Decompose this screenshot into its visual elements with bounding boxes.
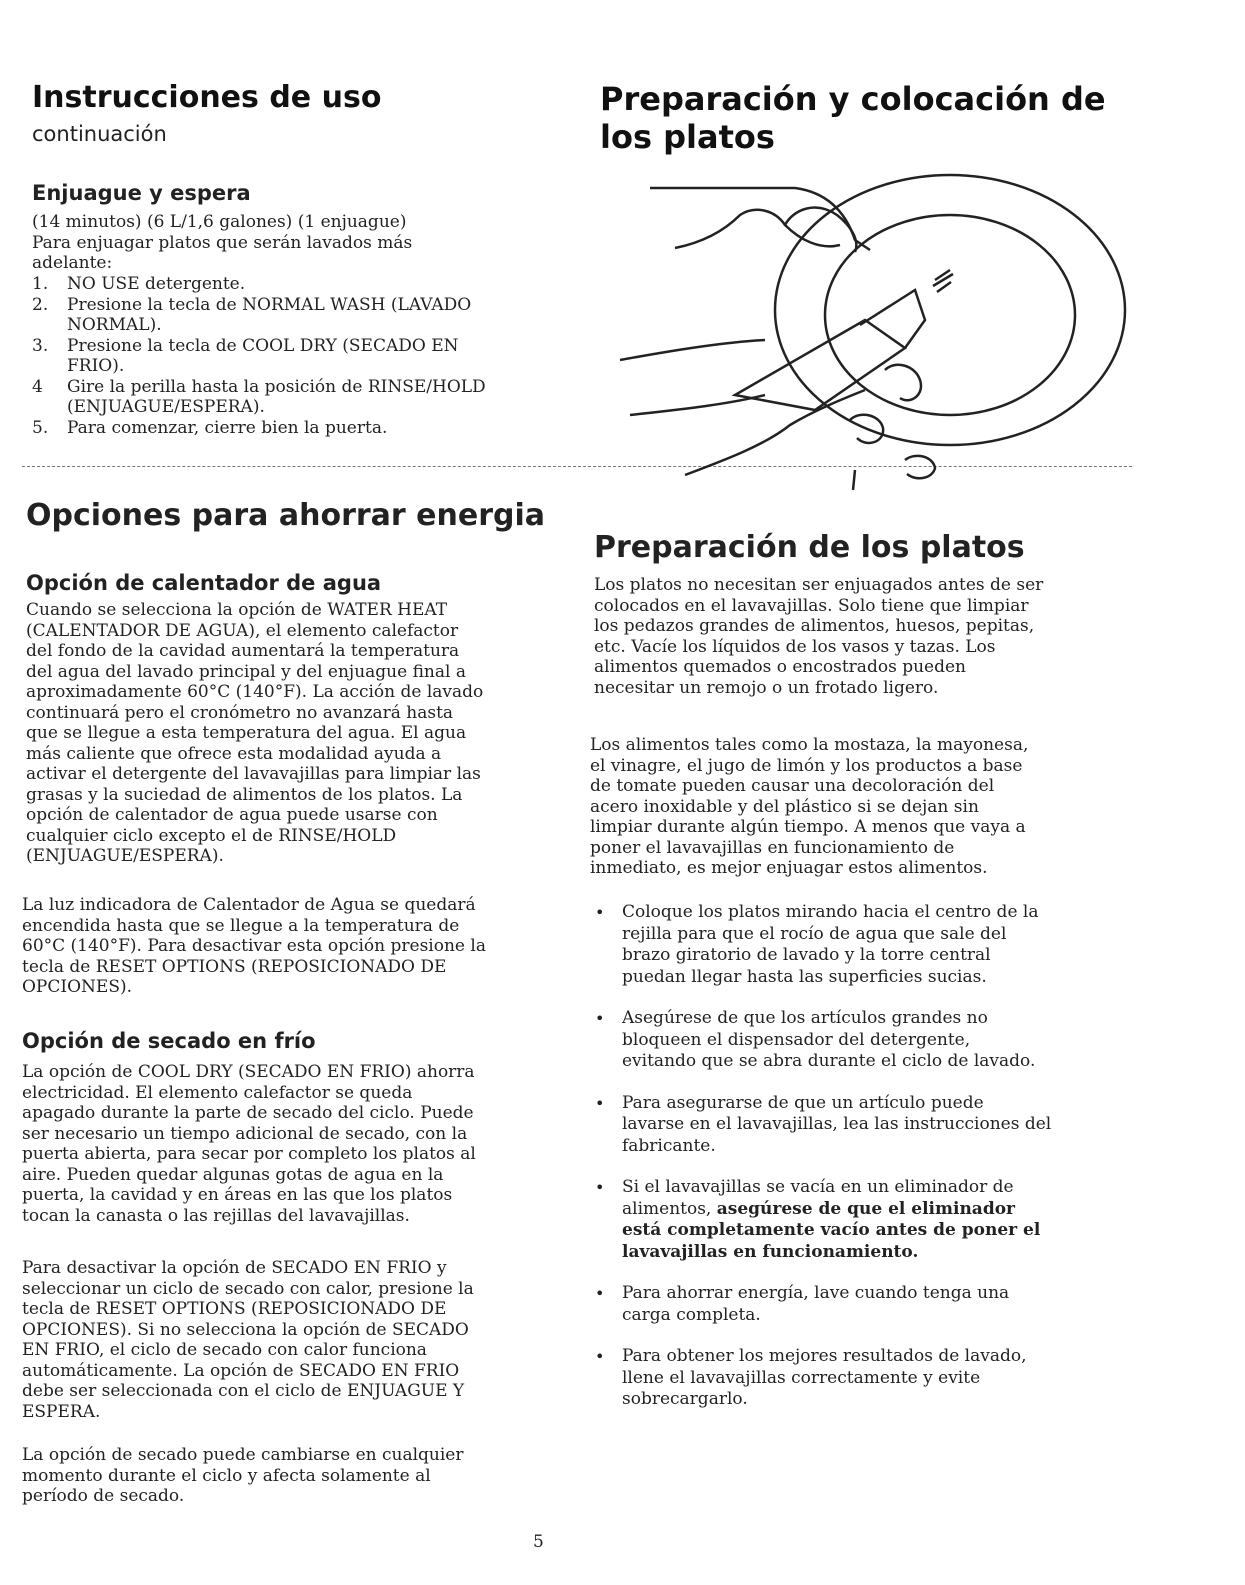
list-item: • Si el lavavajillas se vacía en un eliminador de alimentos, asegúrese de que el eliminador está completamente vacío antes de poner el lavavajillas en funcionamiento. [595, 1177, 1041, 1262]
list-item: • Para asegurarse de que un artículo puede lavarse en el lavavajillas, lea las instrucciones del fabricante. [595, 1092, 1052, 1156]
cool-dry-paragraph-1: La opción de COOL DRY (SECADO EN FRIO) ahorra electricidad. El elemento calefactor se queda apagado durante la parte de secado del ciclo. Puede ser necesario un tiempo adicional de secado, con la puerta abierta, para secar por completo los platos al aire. Pueden quedar algunas gotas de agua en la puerta, la cavidad y en áreas en las que los platos tocan la canasta o las rejillas del lavavajillas. [22, 1062, 476, 1226]
water-heat-paragraph-1: Cuando se selecciona la opción de WATER HEAT (CALENTADOR DE AGUA), el elemento calefactor del fondo de la cavidad aumentará la temperatura del agua del lavado principal y del enjuague final a aproximadamente 60°C (140°F). La acción de lavado continuará pero el cronómetro no avanzará hasta que se llegue a esta temperatura del agua. El agua más caliente que ofrece esta modalidad ayuda a activar el detergente del lavavajillas para limpiar las grasas y la suciedad de alimentos de los platos. La opción de calentador de agua puede usarse con cualquier ciclo excepto el de RINSE/HOLD (ENJUAGUE/ESPERA). [26, 600, 484, 866]
cool-dry-paragraph-3: La opción de secado puede cambiarse en cualquier momento durante el ciclo y afecta solamente al período de secado. [22, 1445, 464, 1506]
list-item: • Coloque los platos mirando hacia el centro de la rejilla para que el rocío de agua que sale del brazo giratorio de lavado y la torre central puedan llegar hasta las superficies sucias. [595, 902, 1039, 987]
list-item: 3. Presione la tecla de COOL DRY (SECADO EN FRIO). [32, 335, 459, 376]
list-item: • Para ahorrar energía, lave cuando tenga una carga completa. [595, 1283, 1010, 1325]
water-heat-paragraph-2: La luz indicadora de Calentador de Agua se quedará encendida hasta que se llegue a la temperatura de 60°C (140°F). Para desactivar esta opción presione la tecla de RESET OPTIONS (REPOSICIONADO DE OPCIONES). [22, 895, 486, 997]
hand-scraping-plate-icon [615, 170, 1135, 500]
water-heat-heading: Opción de calentador de agua [26, 571, 382, 595]
page-number: 5 [533, 1532, 544, 1552]
cool-dry-paragraph-2: Para desactivar la opción de SECADO EN FRIO y seleccionar un ciclo de secado con calor, presione la tecla de RESET OPTIONS (REPOSICIONADO DE OPCIONES). Si no selecciona la opción de SECADO EN FRIO, el ciclo de secado con calor funciona automáticamente. La opción de SECADO EN FRIO debe ser seleccionada con el ciclo de ENJUAGUE Y ESPERA. [22, 1258, 474, 1422]
rinse-hold-steps [32, 274, 532, 438]
rinse-hold-heading: Enjuague y espera [32, 181, 251, 205]
cool-dry-heading: Opción de secado en frío [22, 1029, 316, 1053]
prep-paragraph-2: Los alimentos tales como la mostaza, la mayonesa, el vinagre, el jugo de limón y los productos a base de tomate pueden causar una decoloración del acero inoxidable y del plástico si se dejan sin limpiar durante algún tiempo. A menos que vaya a poner el lavavajillas en funcionamiento de inmediato, es mejor enjuagar estos alimentos. [590, 735, 1029, 878]
list-item: • Para obtener los mejores resultados de lavado, llene el lavavajillas correctamente y evite sobrecargarlo. [595, 1346, 1027, 1409]
prep-bullet-list [595, 902, 1195, 1431]
list-item: 5. Para comenzar, cierre bien la puerta. [32, 417, 388, 438]
page-title-right: Preparación y colocación de los platos [600, 80, 1106, 156]
list-item: 2. Presione la tecla de NORMAL WASH (LAVADO NORMAL). [32, 294, 472, 335]
prep-paragraph-1: Los platos no necesitan ser enjuagados antes de ser colocados en el lavavajillas. Solo tiene que limpiar los pedazos grandes de alimentos, huesos, pepitas, etc. Vacíe los líquidos de los vasos y tazas. Los alimentos quemados o encostrados pueden necesitar un remojo o un frotado ligero. [594, 575, 1044, 698]
page-title-left: Instrucciones de uso [32, 80, 382, 115]
page-subtitle: continuación [32, 122, 167, 146]
rinse-hold-intro: (14 minutos) (6 L/1,6 galones) (1 enjuague) Para enjuagar platos que serán lavados más adelante: [32, 212, 413, 273]
list-item: • Asegúrese de que los artículos grandes no bloqueen el dispensador del detergente, evitando que se abra durante el ciclo de lavado. [595, 1008, 1036, 1071]
prep-heading: Preparación de los platos [594, 530, 1025, 565]
list-item: 1. NO USE detergente. [32, 274, 246, 294]
list-item: 4 Gire la perilla hasta la posición de RINSE/HOLD (ENJUAGUE/ESPERA). [32, 376, 486, 417]
energy-options-title: Opciones para ahorrar energia [26, 498, 545, 533]
